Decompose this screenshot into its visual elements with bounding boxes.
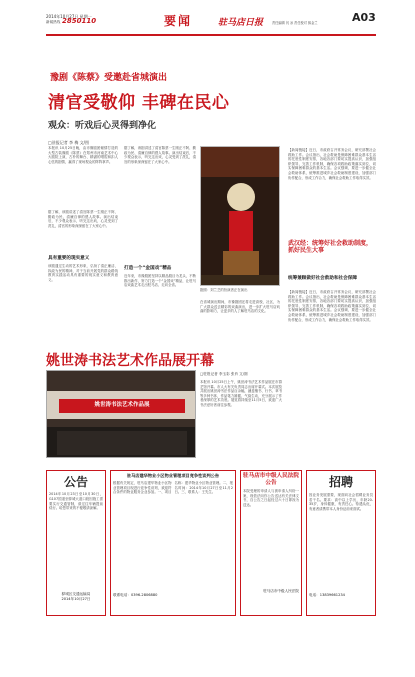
main-photo-caption: 剧照：刘兰芝的扮演者正在演出 <box>200 288 248 292</box>
right-story-body-2: 【新闻链接】近日，市政府召开常务会议，研究部署社会救助工作。会议指出，社会救助是保障困难群众基本生活的托底性制度安排，各地各部门要切实提高认识，加强组织领导，完善工作机制，确保各项救助政策落实到位，切实保障困难群众的基本生活。会议强调，要进一步健全社会救助体系，统筹推进城乡社会救助制度建设，加强部门协作配合，形成工作合力，确保社会救助工作取得实效。 <box>288 290 376 322</box>
announcement-date: 2014年10月27日 <box>61 597 91 601</box>
recruit-ad <box>306 470 376 616</box>
main-body-2: 据了解，该剧讲述了清官陈蔡一生刚正不阿、勤政为民、清廉自律的感人故事。演出结束后，不少观众表示，听完这出戏，心灵受到了洗礼，清官的形象深深留在了大家心中。 <box>48 210 118 228</box>
property-ad-phone: 联系电话：0396-2806880 <box>113 593 158 598</box>
hotline-number: 2850110 <box>62 17 97 25</box>
page-number: A03 <box>352 11 376 24</box>
calligraphy-body: 本报讯 10月25日上午，姚世涛书法艺术作品展在市群艺馆开幕。市人大有关负责同志出席开幕式。本次展览共展出姚世涛书法作品百余幅，涵盖楷书、行书、草书等多种书体，作品笔力雄健、气韵生动，充分展示了作者深厚的艺术功底。展览将持续至11月5日，欢迎广大书法爱好者前往参观。 <box>200 380 282 407</box>
property-ad-body: 根据有关规定，驻马店建华物业小区物业管理项目现进行竞争性谈判，欢迎符合条件的物业服务企业参加。一、项目名称：建华物业小区物业管理。二、报名时间：2014年10月27日至11月2日。三、联系人：王先生。 <box>113 481 233 495</box>
hotline-label: 新闻热线 <box>46 20 61 24</box>
property-ad-title: 驻马店建华物业小区物业管理项目竞争性谈判公告 <box>126 473 220 478</box>
right-story-body: 【新闻链接】近日，市政府召开常务会议，研究部署社会救助工作。会议指出，社会救助是保障困难群众基本生活的托底性制度安排，各地各部门要切实提高认识，加强组织领导，完善工作机制，确保各项救助政策落实到位，切实保障困难群众的基本生活。会议强调，要进一步健全社会救助体系，统筹推进城乡社会救助制度建设，加强部门协作配合，形成工作合力，确保社会救助工作取得实效。 <box>288 148 376 180</box>
exhibition-photo <box>47 371 196 458</box>
court-ad-title: 驻马店市中级人民法院公告 <box>243 473 299 486</box>
main-kicker: 豫剧《陈蔡》受邀赴省城演出 <box>50 73 168 83</box>
main-body-4: 近年来，市豫剧团坚持以精品剧目为龙头，不断推出新作，努力打造一个“金国戏”精品，让驻马店戏曲艺术走出驻马店、走向全省。 <box>124 274 196 288</box>
announcement-footer: 驿城区交通运输局 <box>61 592 91 596</box>
recruit-phone: 电话：13839661234 <box>309 593 345 597</box>
calligraphy-byline: □驻报记者 李玉彩 张肖 文/图 <box>200 372 248 376</box>
court-ad <box>240 470 302 616</box>
main-body-1: 本报讯 10月25日晚，由市豫剧团倾情打造的大型古装豫剧《陈蔡》在郑州市河南艺术中心大剧院上演，古朴的舞台、精湛的唱腔和扣人心弦的剧情，赢得了现场观众的阵阵掌声。 <box>48 146 118 164</box>
announcement-box <box>46 470 106 616</box>
announcement-body: 2014年10月23日至10月30日，G107国道至驿城大道口段因施工需要实行交通管制，请过往车辆提前绕行。给您带来的不便敬请谅解。 <box>49 492 103 511</box>
main-body-3: 该剧通过生动的艺术形象，弘扬了清正廉洁、执政为民的精神，对于当前开展党的群众路线教育实践活动具有重要的现实意义和教育意义。 <box>48 264 118 282</box>
recruit-title: 招聘 <box>328 475 353 489</box>
calligraphy-banner-text: 姚世涛书法艺术作品展 <box>94 402 150 408</box>
main-headline: 清官受敬仰 丰碑在民心 <box>48 93 230 113</box>
main-col2-body: 据了解，该剧讲述了清官陈蔡一生刚正不阿、勤政为民、清廉自律的感人故事。演出结束后，不少观众表示，听完这出戏，心灵受到了洗礼，清官的形象深深留在了大家心中。 <box>124 146 196 164</box>
right-story-subhead: 统筹兼顾做好社会救助和社会保障 <box>288 276 357 281</box>
right-story-headline: 武汉经：统筹好社会救助制度，抓好民生大事 <box>288 240 373 254</box>
opera-stage-image <box>201 147 280 286</box>
calligraphy-headline: 姚世涛书法艺术作品展开幕 <box>46 353 214 369</box>
main-subhead: 观众：听戏后心灵得到净化 <box>48 121 157 131</box>
page-header <box>46 10 376 34</box>
main-photo <box>200 146 280 286</box>
recruit-body: 因业务发展需要，现面向社会招聘业务员若干名。要求：高中以上学历，年龄20-35岁，身体健康，有责任心。待遇从优，有意者请携带本人身份证前来面试。 <box>309 493 373 511</box>
main-col3-body: 在省城演出期间，市豫剧团还将走进高校、社区，为广大群众送去精彩的戏曲演出，进一步扩大驻马店戏曲的影响力，让更多的人了解驻马店的文化。 <box>200 300 280 314</box>
main-section-1: 具有重要的现实意义 <box>48 256 90 261</box>
editor-credits: 责任编辑 闫 冰 责任校对 薛金兰 <box>272 21 318 25</box>
newspaper-logo: 驻马店日报 <box>218 18 264 28</box>
issue-date: 2014年10月27日 星期一 <box>46 14 92 19</box>
court-ad-footer: 驻马店市中级人民法院 <box>263 589 299 593</box>
calligraphy-photo <box>46 370 196 458</box>
main-section-2: 打造一个“金国戏”精品 <box>124 266 172 271</box>
section-name: 要闻 <box>164 14 193 28</box>
header-rule <box>46 34 376 36</box>
property-ad <box>110 470 236 616</box>
announcement-title: 公告 <box>63 475 88 489</box>
court-ad-body: 本院受理的申请人与被申请人纠纷一案，现依法向你公告送达有关法律文书，自公告之日起经过六十日即视为送达。 <box>243 489 299 507</box>
main-byline: □驻报记者 李 梅 文/图 <box>48 140 89 145</box>
